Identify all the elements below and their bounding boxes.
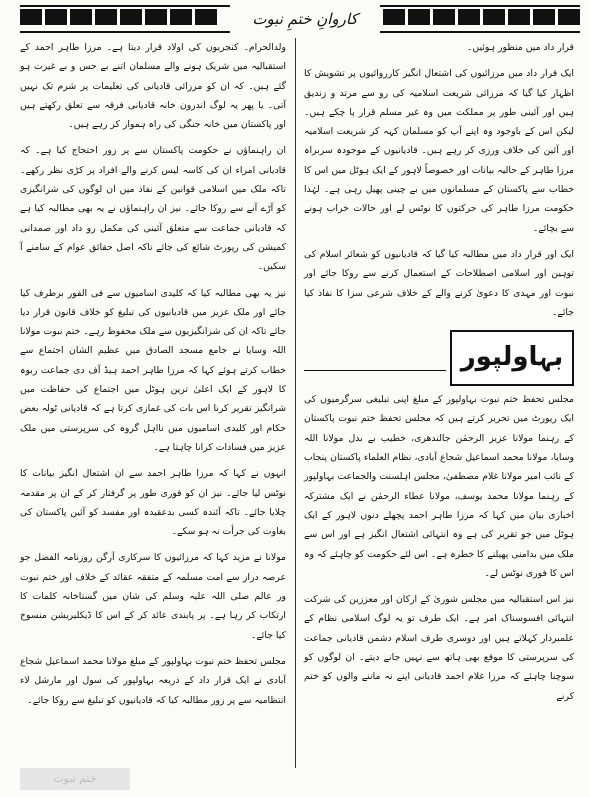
column-divider	[295, 38, 296, 768]
section-heading-block	[304, 330, 574, 384]
paragraph: مجلس تحفظ ختم نبوت بہاولپور کے مبلغ مولانا محمد اسماعیل شجاع آبادی نے ایک قرار داد کے ذریعہ بہاولپور کی سول اور مارشل لاء انتظامیہ سے پر زور مطالبہ کیا کہ قادیانیوں کو تبلیغ سے روکا جائے۔	[20, 655, 286, 706]
ornament-block	[508, 9, 530, 25]
ornament-block	[433, 9, 455, 25]
ornament-block	[533, 9, 555, 25]
paragraph: نیز اس استقبالیہ میں مجلس شوریٰ کے ارکان اور معززین کی شرکت انتہائی افسوسناک امر ہے۔ ایک طرف تو یہ لوگ اسلامی نظام کے علمبردار کہلاتے ہیں اور دوسری طرف اسلام دشمن قادیانی جماعت کی سرپرستی کا موقع بھی ہاتھ سے نہیں جانے دیتے۔ ان لوگوں کو سوچنا چاہئے کہ مرزا غلام احمد قادیانی اپنے نہ ماننے والوں کو ختم کرنے	[304, 594, 574, 702]
ornament-block	[558, 9, 580, 25]
ornament-block	[408, 9, 430, 25]
ornament-block	[383, 9, 405, 25]
paragraph: مجلس تحفظ ختم نبوت بہاولپور کے مبلغ اپنی تبلیغی سرگرمیوں کی ایک رپورٹ میں تحریر کرتے ہیں کہ مجلس تحفظ ختم نبوت پاکستان کے رہنما مولانا عزیز الرحمٰن جالندھری، خطیب بے بدل مولانا اللہ وسایا، مولانا محمد اسماعیل شجاع آبادی، نظام العلماء پاکستان پنجاب کے نائب امیر مولانا غلام مصطفیٰ، مجلس اہلسنت والجماعت بہاولپور کے رہنما مولانا محمد یوسف، مولانا عطاء الرحمٰن نے ایک مشترکہ اخباری بیان میں کہا کہ مرزا طاہر احمد پچھلے دنوں لاہور کے ایک ہوٹل میں جو تقریر کی ہے وہ انتہائی اشتعال انگیز ہے اور اس سے ملک میں بدامنی پھیلنے کا خطرہ ہے۔ اس لئے حکومت کو چاہئے کہ وہ اس کا فوری نوٹس لے۔	[304, 394, 574, 579]
ornament-block	[195, 9, 217, 25]
ornament-block	[70, 9, 92, 25]
ornament-block	[458, 9, 480, 25]
paragraph: قرار داد میں منظور ہوئیں۔	[466, 42, 574, 53]
paragraph: ولدالحرام۔ کنجریوں کی اولاد قرار دیتا ہے۔ مرزا طاہر احمد کے استقبالیہ میں شریک ہونے والے مسلمان اتنے بے حس و بے غیرت ہو گئے ہیں۔ کہ ان کو مرزائی قادیانی کی تعلیمات پر شرم تک نہیں آتی۔ یا پھر یہ لوگ اندرون خانہ قادیانی فرقہ سے تعلق رکھتے ہیں اور پاکستان میں خانہ جنگی کی راہ ہموار کر رہے ہیں۔	[20, 42, 286, 131]
paragraph: انہوں نے کہا کہ مرزا طاہر احمد سے ان اشتعال انگیز بیانات کا نوٹس لیا جائے۔ نیز ان کو فوری طور پر گرفتار کر کے ان پر مقدمہ چلایا جائے۔ تاکہ آئندہ کسی بدعقیدہ اور مفسد کو آئین پاکستان کی بغاوت کی جرأت نہ ہو سکے۔	[20, 468, 286, 538]
ornament-block	[120, 9, 142, 25]
paragraph: ایک قرار داد میں مرزائیوں کی اشتعال انگیز کارروائیوں پر تشویش کا اظہار کیا گیا کہ مرزائی شریعت اسلامیہ کی رو سے مرتد و زندیق ہیں اور آئینی طور پر مملکت میں وہ غیر مسلم قرار پا چکے ہیں۔ لیکن اس کے باوجود وہ اپنے آپ کو مسلمان کہہ کر شریعت اسلامیہ اور آئین کی خلاف ورزی کر رہے ہیں۔ قادیانیوں کے موجودہ سربراہ مرزا طاہر کے حالیہ بیانات اور خصوصاً لاہور کے ایک ہوٹل میں اس کا خطاب سے پاکستان کے مسلمانوں میں بے چینی پھیل رہی ہے۔ لہٰذا حکومت مرزا طاہر کی حرکتوں کا نوٹس لے اور حالات خراب ہونے سے بچائے۔	[304, 68, 574, 234]
paragraph: ان راہنماؤں نے حکومت پاکستان سے پر زور احتجاج کیا ہے۔ کہ قادیانی امراء ان کی کاسہ لیس کرنے والے افراد پر کڑی نظر رکھے۔ تاکہ ملک میں اسلامی قوانین کے نفاذ میں ان لوگوں کی شرانگیزی کو آڑے آنے سے روکا جائے۔ نیز ان راہنماؤں نے یہ بھی مطالبہ کیا ہے کہ قادیانی جماعت سے متعلق آئینی کی مکمل رو داد اور صمدانی کمیشن کی رپورٹ شائع کی جائے تاکہ اصل حقائق عوام کے سامنے آ سکیں۔	[20, 145, 286, 273]
ornament-block	[483, 9, 505, 25]
header-ornament-left	[20, 9, 217, 27]
watermark-logo: ختم نبوت	[20, 768, 130, 790]
ornament-block	[45, 9, 67, 25]
header-title: کاروانِ ختمِ نبوت	[230, 5, 380, 33]
page-header	[20, 5, 580, 33]
ornament-block	[170, 9, 192, 25]
ornament-block	[20, 9, 42, 25]
section-heading: بہاولپور	[450, 330, 574, 386]
right-column	[304, 38, 574, 713]
header-ornament-right	[358, 9, 580, 27]
paragraph: مولانا نے مزید کہا کہ مرزائیوں کا سرکاری آرگن روزنامہ الفضل جو عرصہ دراز سے امت مسلمہ کے متفقہ عقائد کے خلاف اور ختم نبوت ور عالم صلی اللہ علیہ وسلم کی شان میں گستاخانہ کلمات کا ارتکاب کر رہا ہے۔ پر پابندی عائد کر کے اس کا ڈیکلیریشن منسوخ کیا جائے۔	[20, 552, 286, 641]
ornament-block	[145, 9, 167, 25]
ornament-block	[95, 9, 117, 25]
paragraph: نیز یہ بھی مطالبہ کیا کہ کلیدی اسامیوں سے فی الفور برطرف کیا جائے اور ملک عزیز میں قادیانیوں کی تبلیغ کو خلاف قانون قرار دیا جائے تاکہ ان کی شرانگیزیوں سے ملک محفوظ رہے۔ ختم نبوت مولانا اللہ وسایا نے جامع مسجد الصادق میں عظیم الشان اجتماع سے خطاب کرتے ہوئے کہا کہ مرزا طاہر احمد ہیڈ آف دی جماعت ربوہ کا لاہور کے ایک اعلیٰ ترین ہوٹل میں اجتماع کی حفاظت میں شرانگیز تقریر کرنا اس بات کی غمازی کرتا ہے کہ قادیانی ٹولہ بعض حکام اور کلیدی اسامیوں میں نااہل گروہ کی سرپرستی میں ملک عزیز میں فسادات کرانا چاہتا ہے۔	[20, 287, 286, 453]
heading-rule	[304, 370, 446, 371]
left-column	[20, 38, 286, 717]
paragraph: ایک اور قرار داد میں مطالبہ کیا گیا کہ قادیانیوں کو شعائر اسلام کی توہین اور اسلامی اصطلاحات کے استعمال کرنے سے روکا جائے اور نبوت اور مہدی کا دعویٰ کرنے والے کے خلاف شرعی سزا کا نفاذ کیا جائے۔	[304, 248, 574, 318]
